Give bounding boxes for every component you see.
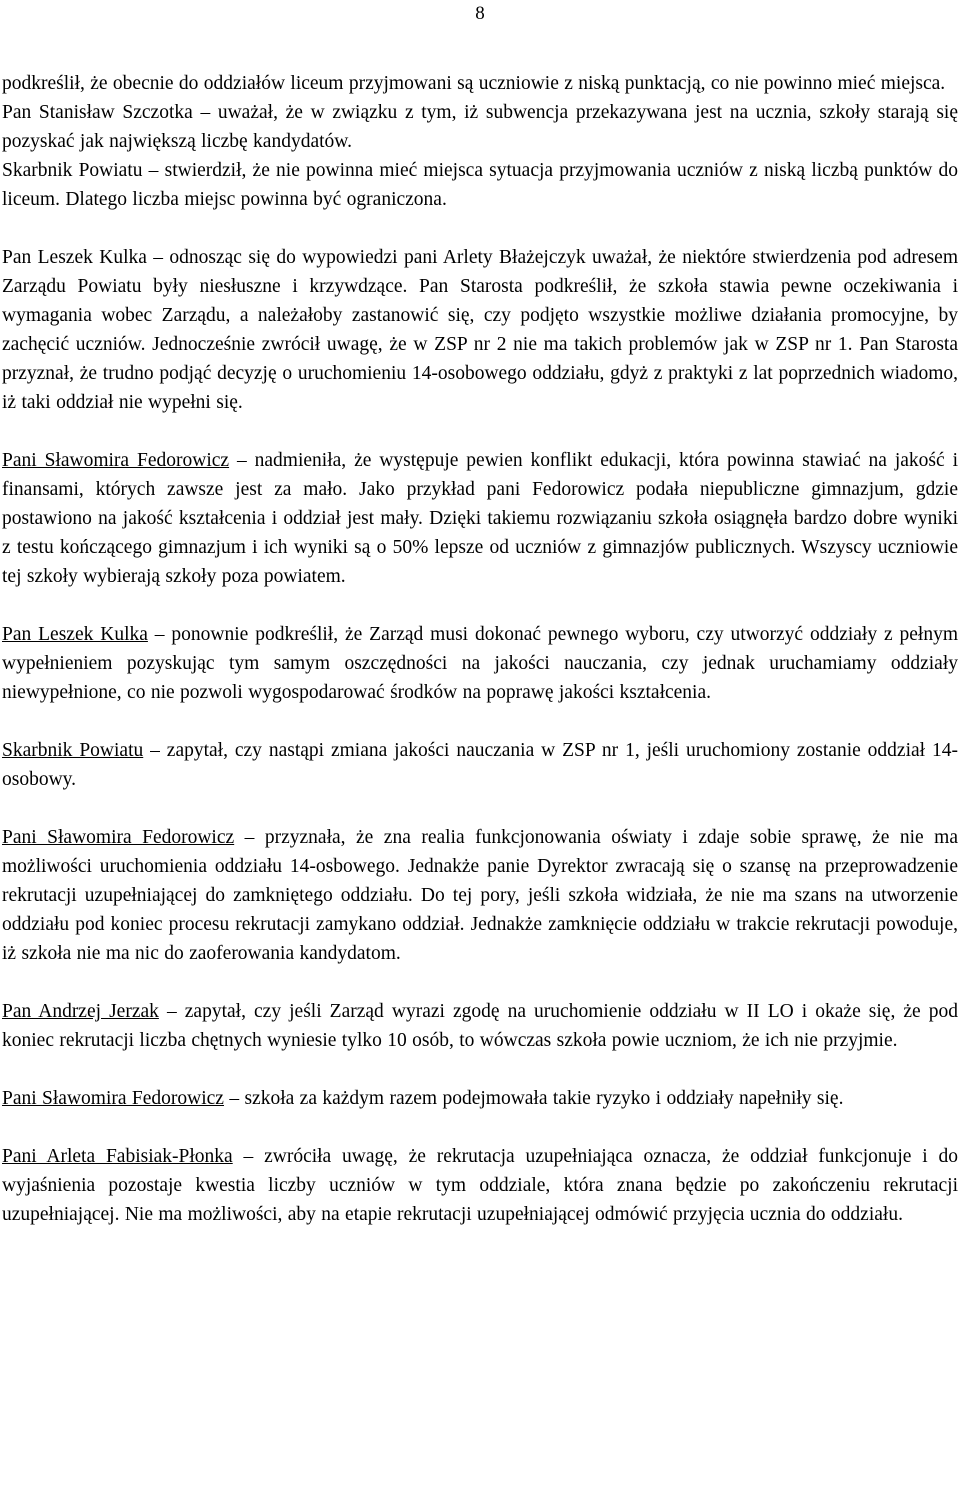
paragraph-9 xyxy=(2,997,958,1055)
document-body xyxy=(2,69,958,1229)
paragraph-10 xyxy=(2,1084,958,1113)
paragraph-5 xyxy=(2,446,958,591)
paragraph-text: – zapytał, czy nastąpi zmiana jakości nauczania w ZSP nr 1, jeśli uruchomiony zostanie oddział 14-osobowy. xyxy=(2,740,958,790)
paragraph-3 xyxy=(2,156,958,214)
speaker-name: Pan Andrzej Jerzak xyxy=(2,1001,159,1022)
speaker-name: Pani Sławomira Fedorowicz xyxy=(2,1088,224,1109)
paragraph-4 xyxy=(2,243,958,417)
paragraph-text: – nadmieniła, że występuje pewien konflikt edukacji, która powinna stawiać na jakość i finansami, których zawsze jest za mało. Jako przykład pani Fedorowicz podała niepubliczne gimnazjum, gdzie postawiono na jakość kształcenia i oddział jest mały. Dzięki takiemu rozwiązaniu szkoła osiągnęła bardzo dobre wyniki z testu kończącego gimnazjum i ich wyniki są o 50% lepsze od uczniów z gimnazjów publicznych. Wszyscy uczniowie tej szkoły wybierają szkoły poza powiatem. xyxy=(2,450,958,587)
speaker-name: Pan Leszek Kulka xyxy=(2,624,148,645)
paragraph-text: – zapytał, czy jeśli Zarząd wyrazi zgodę na uruchomienie oddziału w II LO i okaże się, że pod koniec rekrutacji liczba chętnych wyniesie tylko 10 osób, to wówczas szkoła powie uczniom, że ich nie przyjmie. xyxy=(2,1001,958,1051)
paragraph-text: – szkoła za każdym razem podejmowała takie ryzyko i oddziały napełniły się. xyxy=(223,1088,844,1109)
paragraph-text: – ponownie podkreślił, że Zarząd musi dokonać pewnego wyboru, czy utworzyć oddziały z pełnym wypełnieniem pozyskując tym samym oszczędności na jakości nauczania, czy jednak uruchamiamy oddziały niewypełnione, co nie pozwoli wygospodarować środków na poprawę jakości kształcenia. xyxy=(2,624,959,703)
paragraph-text: Skarbnik Powiatu – stwierdził, że nie powinna mieć miejsca sytuacja przyjmowania uczniów z niską liczbą punktów do liceum. Dlatego liczba miejsc powinna być ograniczona. xyxy=(2,160,958,210)
paragraph-text: – zwróciła uwagę, że rekrutacja uzupełniająca oznacza, że oddział funkcjonuje i do wyjaśnienia pozostaje kwestia liczby uczniów w tym oddziale, która znana będzie po zakończeniu rekrutacji uzupełniającej. Nie ma możliwości, aby na etapie rekrutacji uzupełniającej odmówić przyjęcia ucznia do oddziału. xyxy=(2,1146,958,1225)
paragraph-6 xyxy=(2,620,958,707)
paragraph-7 xyxy=(2,736,958,794)
speaker-name: Pani Sławomira Fedorowicz xyxy=(2,827,235,848)
paragraph-8 xyxy=(2,823,958,968)
page-number: 8 xyxy=(475,3,485,24)
speaker-name: Pani Sławomira Fedorowicz xyxy=(2,450,230,471)
paragraph-2 xyxy=(2,98,958,156)
speaker-name: Pani Arleta Fabisiak-Płonka xyxy=(2,1146,233,1167)
paragraph-text: – przyznała, że zna realia funkcjonowania oświaty i zdaje sobie sprawę, że nie ma możliwości uruchomienia oddziału 14-osbowego. Jednakże panie Dyrektor zwracają się o szansę na przeprowadzenie rekrutacji uzupełniającej do zamkniętego oddziału. Do tej pory, jeśli szkoła widziała, że nie ma szans na utworzenie oddziału pod koniec procesu rekrutacji zamykano oddział. Jednakże zamknięcie oddziału w trakcie rekrutacji powoduje, iż szkoła nie ma nic do zaoferowania kandydatom. xyxy=(2,827,958,964)
speaker-name: Skarbnik Powiatu xyxy=(2,740,144,761)
paragraph-text: Pan Leszek Kulka – odnosząc się do wypowiedzi pani Arlety Błażejczyk uważał, że niektóre stwierdzenia pod adresem Zarządu Powiatu były niesłuszne i krzywdzące. Pan Starosta podkreślił, że szkoła stawia pewne oczekiwania i wymagania wobec Zarządu, a należałoby zastanowić się, czy podjęto wszystkie możliwe działania promocyjne, by zachęcić uczniów. Jednocześnie zwrócił uwagę, że w ZSP nr 2 nie ma takich problemów jak w ZSP nr 1. Pan Starosta przyznał, że trudno podjąć decyzję o uruchomieniu 14-osobowego oddziału, gdyż z praktyki z lat poprzednich wiadomo, iż taki oddział nie wypełni się. xyxy=(2,247,958,413)
paragraph-text: Pan Stanisław Szczotka – uważał, że w związku z tym, iż subwencja przekazywana jest na ucznia, szkoły starają się pozyskać jak największą liczbę kandydatów. xyxy=(2,102,958,152)
paragraph-11 xyxy=(2,1142,958,1229)
paragraph-text: podkreślił, że obecnie do oddziałów liceum przyjmowani są uczniowie z niską punktacją, co nie powinno mieć miejsca. xyxy=(2,73,946,94)
paragraph-1 xyxy=(2,69,958,98)
